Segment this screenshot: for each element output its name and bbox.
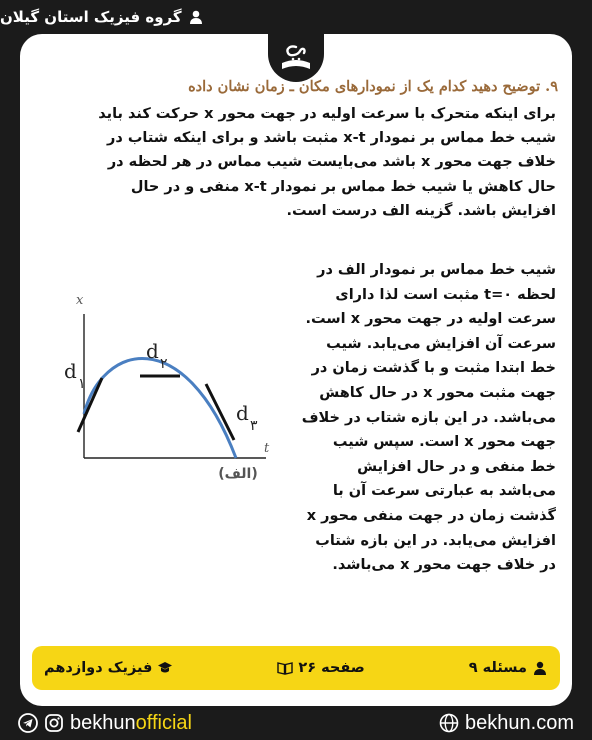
website-url[interactable]: bekhun.com bbox=[465, 711, 574, 734]
book-name bbox=[44, 660, 173, 676]
instagram-icon[interactable] bbox=[44, 713, 64, 733]
label-d2-sub: ۲ bbox=[160, 356, 168, 372]
question-heading: ۹. توضیح دهید کدام یک از نمودارهای مکان ـ زمان نشان داده bbox=[188, 78, 558, 95]
explanation-paragraph bbox=[284, 258, 556, 578]
content-card bbox=[20, 34, 572, 706]
social-handle[interactable] bbox=[18, 712, 192, 735]
answer-line: افزایش باشد. گزینه الف درست است. bbox=[286, 202, 556, 219]
page-number bbox=[277, 660, 364, 676]
graduation-cap-icon bbox=[157, 660, 173, 676]
explanation-line: جهت محور x است. سپس شیب bbox=[332, 434, 556, 451]
position-time-graph bbox=[34, 292, 274, 492]
problem-number bbox=[469, 660, 548, 676]
explanation-line: خط منفی و در حال افزایش bbox=[357, 458, 556, 475]
explanation-line: سرعت آن افزایش می‌یابد. شیب bbox=[326, 335, 556, 352]
open-book-icon bbox=[277, 660, 293, 676]
explanation-line: خط ابتدا مثبت و با گذشت زمان در bbox=[311, 360, 556, 377]
tangent-d3 bbox=[206, 384, 234, 440]
logo bbox=[268, 34, 324, 82]
telegram-icon[interactable] bbox=[18, 713, 38, 733]
handle-suffix: official bbox=[135, 711, 192, 734]
label-d1: d bbox=[64, 359, 77, 383]
answer-line: برای اینکه متحرک با سرعت اولیه در جهت محور x حرکت کند باید bbox=[98, 106, 556, 122]
graph-caption: (الف) bbox=[218, 466, 258, 482]
book-logo-icon bbox=[276, 39, 316, 77]
answer-line: خلاف جهت محور x باشد می‌بایست شیب مماس در هر لحظه در bbox=[107, 154, 556, 171]
label-d3: d bbox=[236, 401, 249, 425]
user-icon bbox=[188, 9, 204, 25]
explanation-line: می‌باشد. در این بازه شتاب در خلاف bbox=[301, 409, 556, 426]
website-link[interactable] bbox=[439, 712, 574, 735]
explanation-line: در خلاف جهت محور x می‌باشد. bbox=[332, 557, 556, 574]
info-bar bbox=[32, 646, 560, 690]
group-title: گروه فیزیک استان گیلان bbox=[0, 8, 182, 26]
explanation-line: شیب خط مماس بر نمودار الف در bbox=[317, 262, 556, 278]
label-d2: d bbox=[146, 339, 159, 363]
book-label: فیزیک دوازدهم bbox=[44, 660, 153, 676]
answer-line: حال کاهش یا شیب خط مماس بر نمودار x-t منفی و در حال bbox=[130, 178, 556, 195]
handle-prefix: bekhun bbox=[70, 711, 136, 734]
explanation-line: سرعت اولیه در جهت محور x است. bbox=[305, 311, 556, 328]
globe-icon bbox=[439, 713, 459, 733]
explanation-line: گذشت زمان در جهت منفی محور x bbox=[306, 507, 556, 524]
answer-line: شیب خط مماس بر نمودار x-t مثبت باشد و برای اینکه شتاب در bbox=[106, 130, 556, 147]
footer-bar bbox=[0, 706, 592, 740]
explanation-line: افزایش می‌یابد. در این بازه شتاب bbox=[315, 532, 556, 549]
explanation-line: جهت مثبت محور x در حال کاهش bbox=[319, 384, 556, 401]
label-d1-sub: ۱ bbox=[78, 376, 86, 392]
header-bar bbox=[0, 0, 592, 34]
problem-label: مسئله ۹ bbox=[468, 660, 527, 676]
position-curve bbox=[84, 359, 236, 458]
t-axis-label: t bbox=[264, 441, 270, 456]
answer-paragraph bbox=[36, 102, 556, 223]
student-icon bbox=[532, 660, 548, 676]
explanation-line: می‌باشد به عبارتی سرعت آن با bbox=[332, 483, 556, 500]
page-label: صفحه ۲۶ bbox=[298, 660, 365, 676]
label-d3-sub: ۳ bbox=[250, 418, 258, 434]
explanation-line: لحظه ۰=t مثبت است لذا دارای bbox=[335, 286, 556, 303]
x-axis-label: x bbox=[76, 293, 84, 308]
